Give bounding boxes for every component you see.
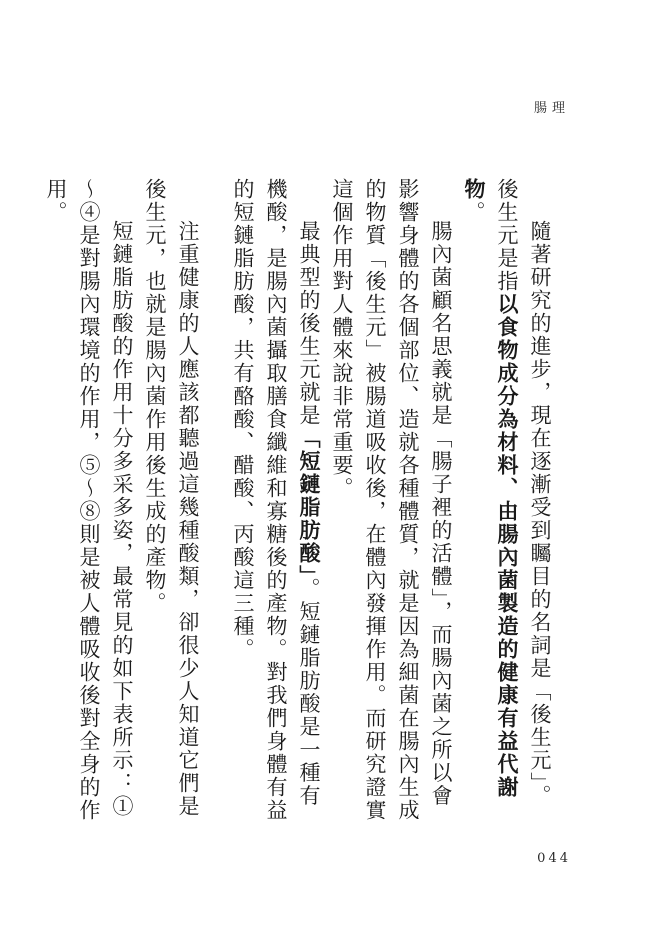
paragraph-4 [138, 178, 204, 826]
vertical-body-text [17, 178, 556, 826]
paragraph-text: 最典型的後生元就是 [297, 220, 321, 427]
paragraph-text: 。短鏈脂肪酸是一種有機酸，是腸內菌攝取膳食纖維和寡糖後的產物。對我們身體有益的短鏈脂肪酸，共有酪酸、醋酸、丙酸這三種。 [231, 178, 321, 822]
paragraph-1 [457, 178, 556, 826]
running-header: 腸理 [533, 101, 570, 116]
paragraph-5 [39, 178, 138, 826]
paragraph-text: 。 [462, 201, 486, 224]
paragraph-text: 短鏈脂肪酸的作用十分多采多姿，最常見的如下表所示：①～④是對腸內環境的作用，⑤～⑧則是被人體吸收後對全身的作用。 [44, 178, 134, 822]
paragraph-text: 隨著研究的進步，現在逐漸受到矚目的名詞是「後生元」。後生元是指 [495, 178, 552, 808]
page-number: 044 [537, 851, 571, 866]
paragraph-text: 腸內菌顧名思義就是「腸子裡的活體」，而腸內菌之所以會影響身體的各個部位、造就各種體質，就是因為細菌在腸內生成的物質「後生元」被腸道吸收後，在體內發揮作用。而研究證實這個作用對人體來說非常重要。 [330, 178, 453, 822]
bold-emphasis: 以食物成分為材料、由腸內菌製造的健康有益代謝物 [462, 178, 519, 799]
paragraph-2 [325, 178, 457, 826]
paragraph-3 [226, 178, 325, 826]
bold-emphasis: 「短鏈脂肪酸」 [297, 427, 321, 578]
paragraph-text: 注重健康的人應該都聽過這幾種酸類，卻很少人知道它們是後生元，也就是腸內菌作用後生成的產物。 [143, 178, 200, 818]
